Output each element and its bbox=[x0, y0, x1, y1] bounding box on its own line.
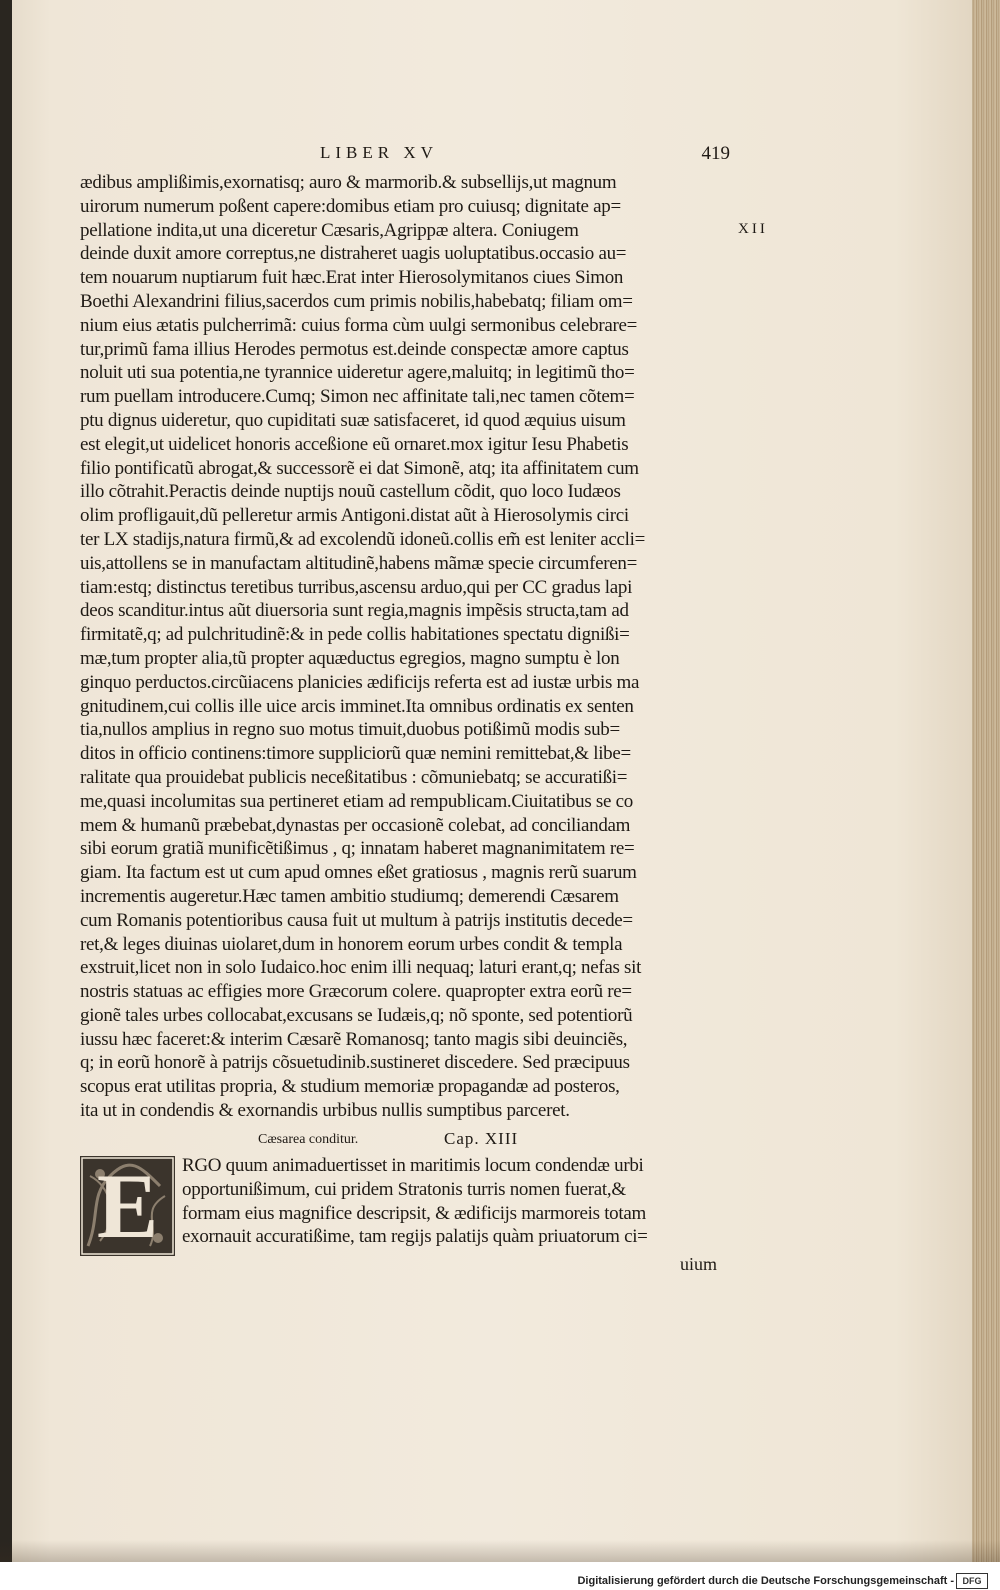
text-line: gionẽ tales urbes collocabat,excusans se Iudæis,q; nõ sponte, sed potentiorũ bbox=[80, 1004, 633, 1026]
scan-left-border bbox=[0, 0, 12, 1562]
text-line: deos scanditur.intus aũt diuersoria sunt regia,magnis impẽsis structa,tam ad bbox=[80, 600, 629, 622]
catchword: uium bbox=[680, 1254, 718, 1274]
text-line: olim profligauit,dũ pelleretur armis Antigoni.distat aũt à Hierosolymis circi bbox=[80, 505, 629, 527]
footer-credit: Digitalisierung gefördert durch die Deutsche Forschungsgemeinschaft - bbox=[577, 1575, 954, 1587]
page-header bbox=[80, 143, 730, 165]
text-line: nostris statuas ac effigies more Græcorum colere. quapropter extra eorũ re= bbox=[80, 981, 632, 1003]
text-line: ita ut in condendis & exornandis urbibus nullis sumptibus parceret. bbox=[80, 1100, 570, 1122]
text-line: Boethi Alexandrini filius,sacerdos cum primis nobilis,habebatq; filiam om= bbox=[80, 290, 633, 312]
text-line: ralitate qua prouidebat publicis neceßitatibus : cõmuniebatq; se accuratißi= bbox=[80, 766, 628, 788]
text-line: mæ,tum propter alia,tũ propter aquæductus egregios, magno sumptu è lon bbox=[80, 647, 620, 669]
dfg-logo-icon: DFG bbox=[956, 1573, 988, 1589]
text-line: ter LX stadijs,natura firmũ,& ad excolendũ idoneũ.collis em̃ est leniter accli= bbox=[80, 528, 646, 550]
text-line: ædibus amplißimis,exornatisq; auro & marmorib.& subsellijs,ut magnum bbox=[80, 172, 617, 193]
text-line: ptu dignus uideretur, quo cupiditati suæ satisfaceret, id quod æquius uisum bbox=[80, 409, 626, 431]
text-line: est elegit,ut uidelicet honoris acceßione eũ ornaret.mox igitur Iesu Phabetis bbox=[80, 433, 629, 455]
text-line: giam. Ita factum est ut cum apud omnes eßet gratiosus , magnis rerũ suarum bbox=[80, 862, 637, 884]
text-line: me,quasi incolumitas sua pertineret etiam ad rempublicam.Ciuitatibus se co bbox=[80, 790, 633, 812]
text-line: tem nouarum nuptiarum fuit hæc.Erat inter Hierosolymitanos ciues Simon bbox=[80, 267, 624, 289]
text-line: tur,primũ fama illius Herodes permotus est.deinde conspectæ amore captus bbox=[80, 338, 629, 360]
decorated-initial bbox=[80, 1156, 175, 1256]
text-line: mem & humanũ præbebat,dynastas per occasionẽ colebat, ad conciliandam bbox=[80, 814, 631, 836]
text-line: scopus erat utilitas propria, & studium memoriæ propagandæ ad posteros, bbox=[80, 1076, 620, 1098]
chapter-text-line: exornauit accuratißime, tam regijs palatijs quàm priuatorum ci= bbox=[182, 1226, 648, 1248]
page-bottom-shadow bbox=[0, 1540, 1000, 1562]
text-line: deinde duxit amore correptus,ne distraheret uagis uoluptatibus.occasio au= bbox=[80, 243, 627, 265]
page-stack-edge bbox=[972, 0, 1000, 1562]
text-line: rum puellam introducere.Cumq; Simon nec affinitate tali,nec tamen cõtem= bbox=[80, 386, 635, 408]
text-line: sibi eorum gratiã munificẽtißimus , q; innatam haberet magnanimitatem re= bbox=[80, 838, 635, 860]
text-line: iussu hæc faceret:& interim Cæsarẽ Romanosq; tanto magis sibi deuinciẽs, bbox=[80, 1028, 628, 1050]
text-line: incrementis augeretur.Hæc tamen ambitio studiumq; demerendi Cæsarem bbox=[80, 885, 619, 907]
text-line: filio pontificatũ abrogat,& successorẽ ei dat Simonẽ, atq; ita affinitatem cum bbox=[80, 457, 639, 479]
text-line: gnitudinem,cui collis ille uice arcis imminet.Ita omnibus ordinatis ex senten bbox=[80, 695, 634, 717]
chapter-heading bbox=[80, 1129, 730, 1151]
chapter-text-line: RGO quum animaduertisset in maritimis locum condendæ urbi bbox=[182, 1155, 644, 1176]
text-line: noluit uti sua potentia,ne tyrannice uideretur agere,maluitq; in legitimũ tho= bbox=[80, 362, 635, 384]
chapter-text bbox=[182, 1154, 730, 1249]
chapter-subtitle: Cæsarea conditur. bbox=[258, 1132, 359, 1147]
text-line: q; in eorũ honorẽ à patrijs cõsuetudinib.sustineret discedere. Sed præcipuus bbox=[80, 1052, 630, 1074]
text-line: cum Romanis potentioribus causa fuit ut multum à patrijs institutis decede= bbox=[80, 909, 633, 931]
page-number: 419 bbox=[701, 143, 730, 164]
chapter-label: Cap. XIII bbox=[444, 1129, 519, 1148]
text-line: nium eius ætatis pulcherrimã: cuius forma cùm uulgi sermonibus celebrare= bbox=[80, 314, 638, 336]
running-head: LIBER XV bbox=[320, 143, 438, 162]
text-line: ginquo perductos.circũiacens planicies ædificijs referta est ad iustæ urbis ma bbox=[80, 671, 640, 693]
initial-letter: E bbox=[96, 1156, 159, 1256]
text-line: ditos in officio continens:timore suppliciorũ quæ nemini remittebat,& libe= bbox=[80, 743, 631, 765]
text-line: pellatione indita,ut una diceretur Cæsaris,Agrippæ altera. Coniugem bbox=[80, 219, 579, 241]
text-line: illo cõtrahit.Peractis deinde nuptijs nouũ castellum cõdit, quo loco Iudæos bbox=[80, 481, 621, 503]
chapter-text-line: opportunißimum, cui pridem Stratonis turris nomen fuerat,& bbox=[182, 1178, 626, 1200]
text-line: uirorum numerum poßent capere:domibus etiam pro cuiusq; dignitate ap= bbox=[80, 195, 621, 217]
text-line: ret,& leges diuinas uiolaret,dum in honorem eorum urbes condit & templa bbox=[80, 933, 623, 955]
text-line: tia,nullos amplius in regno suo motus timuit,duobus potißimũ modis sub= bbox=[80, 719, 620, 741]
chapter-text-line: formam eius magnifice descripsit, & ædificijs marmoreis totam bbox=[182, 1202, 646, 1224]
text-line: firmitatẽ,q; ad pulchritudinẽ:& in pede collis habitationes spectatu dignißi= bbox=[80, 624, 630, 646]
body-text bbox=[80, 171, 730, 1123]
text-line: tiam:estq; distinctus teretibus turribus,ascensu arduo,qui per CC gradus lapi bbox=[80, 576, 633, 598]
text-line: exstruit,licet non in solo Iudaico.hoc enim illi nequaq; laturi erant,q; nefas sit bbox=[80, 957, 642, 979]
text-line: uis,attollens se in manufactam altitudinẽ,habens mãmæ specie circumferen= bbox=[80, 552, 638, 574]
margin-note: XII bbox=[738, 221, 768, 237]
